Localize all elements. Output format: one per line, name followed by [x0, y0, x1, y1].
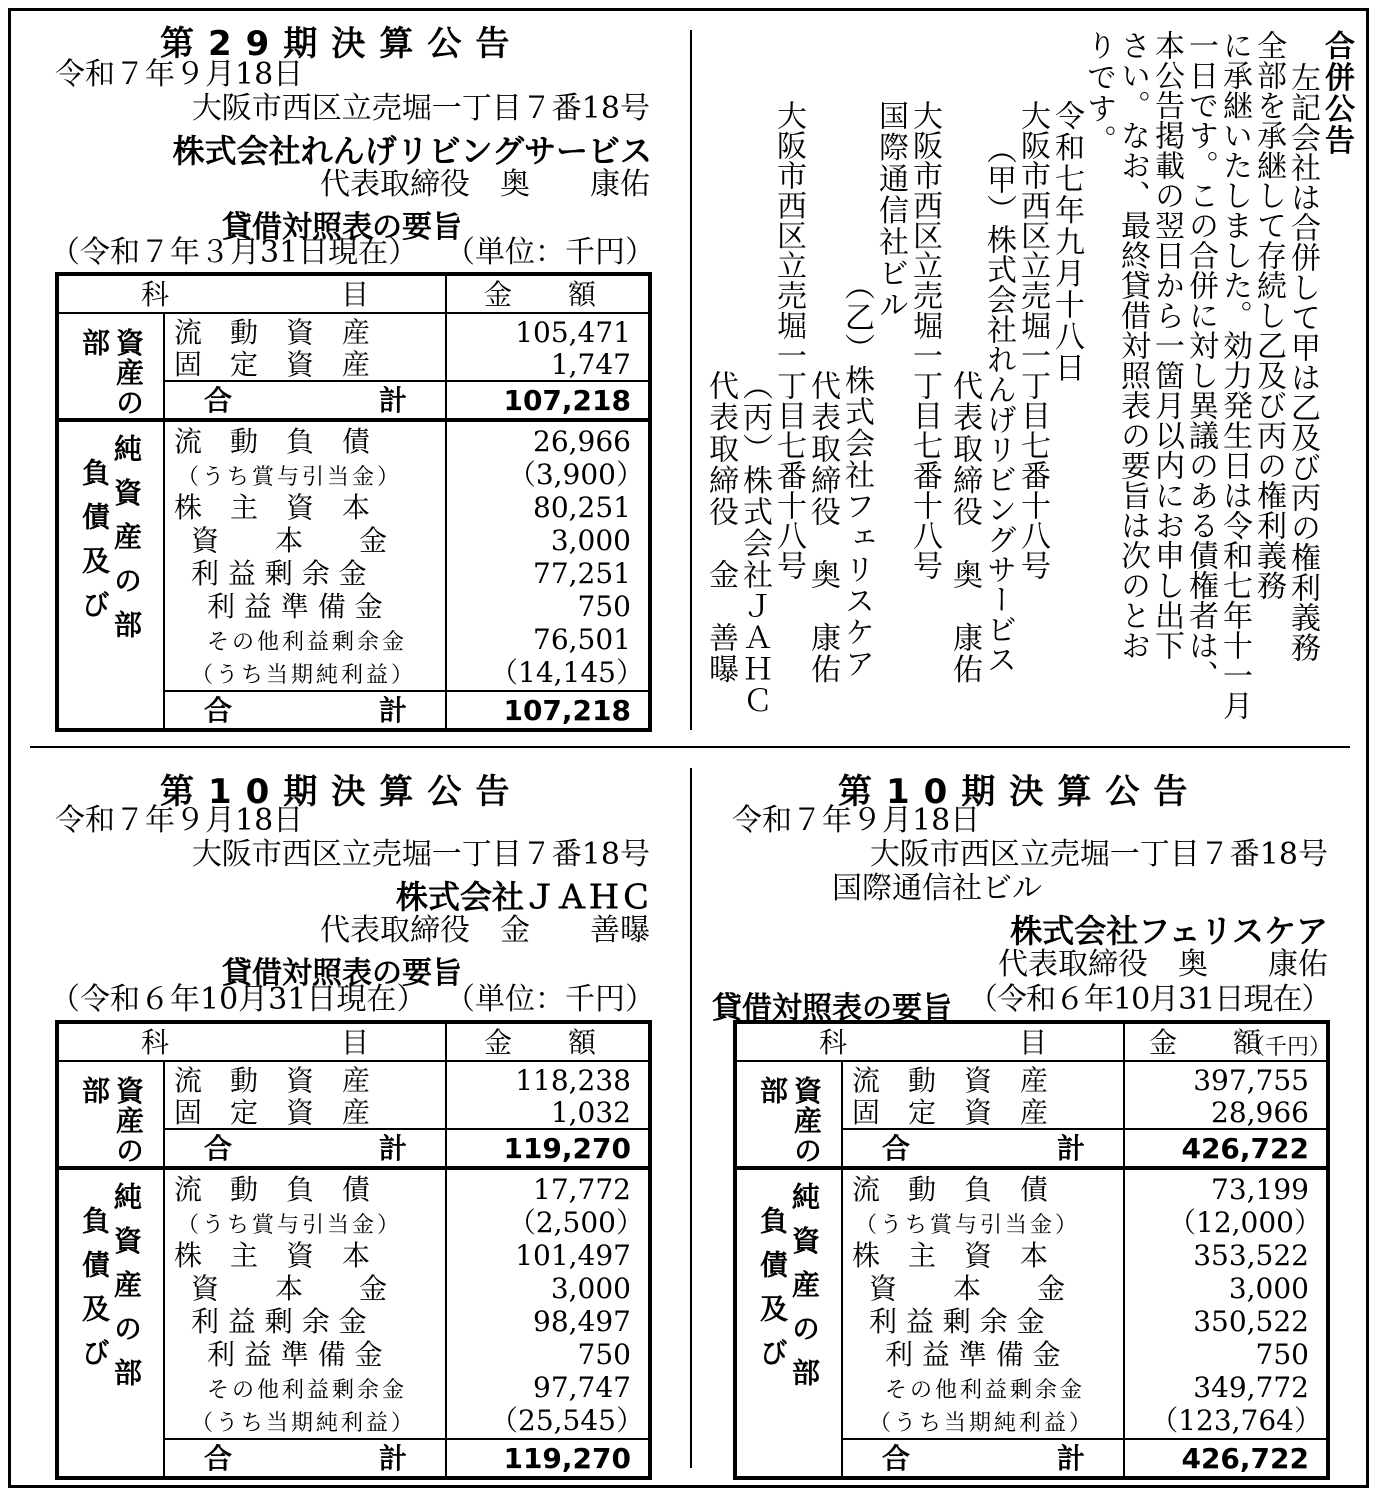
fixed-assets-value: 28,966	[1211, 1096, 1309, 1129]
bonus-value: （12,000）	[1168, 1206, 1322, 1239]
header-item-2: 目	[1019, 1026, 1048, 1059]
equity-label: 株 主 資 本	[174, 491, 371, 524]
legal-reserve-value: 750	[577, 590, 631, 623]
legal-reserve-label: 利 益 準 備 金	[885, 1338, 1061, 1371]
merger-col-7: りです。	[1081, 30, 1116, 156]
liab-section-label-1: 負債及び	[756, 1206, 789, 1382]
company-address: 大阪市西区立売堀一丁目７番18号	[869, 837, 1328, 872]
retained-value: 98,497	[533, 1305, 631, 1338]
capital-label: 資 本 金	[191, 524, 388, 557]
balance-sheet-title: 貸借対照表の要旨	[712, 991, 952, 1026]
merger-company-b: （乙）株式会社フェリスケア	[839, 270, 874, 680]
other-retained-label: その他利益剰余金	[885, 1378, 1086, 1403]
vertical-divider-bottom	[690, 768, 692, 1468]
balance-sheet-table	[733, 1020, 1330, 1480]
fixed-assets-value: 1,747	[550, 348, 631, 381]
representative: 代表取締役 金 善曝	[320, 913, 650, 948]
legal-reserve-value: 750	[1255, 1338, 1309, 1371]
notice-date: 令和７年９月18日	[55, 803, 304, 838]
bonus-value: （2,500）	[507, 1206, 644, 1239]
liab-section-label-2: 純資産の部	[110, 1182, 143, 1402]
merger-date: 令和七年九月十八日	[1049, 100, 1084, 384]
balance-sheet-title: 貸借対照表の要旨	[222, 956, 462, 991]
representative: 代表取締役 奥 康佑	[998, 947, 1328, 982]
retained-label: 利 益 剰 余 金	[191, 1305, 367, 1338]
company-name: 株式会社ＪＡＨＣ	[395, 878, 652, 916]
merger-building-b: 国際通信社ビル	[873, 100, 908, 321]
current-assets-value: 397,755	[1193, 1064, 1309, 1097]
equity-value: 80,251	[533, 491, 631, 524]
merger-title: 合併公告	[1319, 30, 1354, 156]
as-of-date: （令和７年３月31日現在）	[50, 235, 419, 270]
bonus-value: （3,900）	[507, 458, 644, 491]
retained-value: 350,522	[1193, 1305, 1309, 1338]
merger-rep-b: 代表取締役 奥 康佑	[805, 370, 840, 685]
merger-addr-a: 大阪市西区立売堀一丁目七番十八号	[1015, 100, 1050, 580]
liab-total-label-2: 計	[1057, 1442, 1086, 1475]
notice-title: 第10期決算公告	[160, 772, 524, 812]
company-address: 大阪市西区立売堀一丁目７番18号	[191, 837, 650, 872]
current-assets-label: 流 動 資 産	[174, 1064, 371, 1097]
merger-col-3: に承継いたしました。効力発生日は令和七年十一月	[1217, 30, 1252, 720]
notice-title: 第10期決算公告	[838, 772, 1202, 812]
merger-addr-b: 大阪市西区立売堀一丁目七番十八号	[907, 100, 942, 580]
current-liab-value: 73,199	[1211, 1173, 1309, 1206]
fixed-assets-label: 固 定 資 産	[174, 1096, 371, 1129]
company-address: 大阪市西区立売堀一丁目７番18号	[191, 91, 650, 126]
as-of-date: （令和６年10月31日現在）	[50, 982, 427, 1017]
liab-total-label-1: 合	[204, 694, 233, 727]
fixed-assets-label: 固 定 資 産	[852, 1096, 1049, 1129]
notice-date: 令和７年９月18日	[732, 803, 981, 838]
liab-section-label-1: 負債及び	[78, 1206, 111, 1382]
merger-company-c: （丙）株式会社ＪＡＨＣ	[737, 370, 772, 717]
net-income-label: （うち当期純利益）	[191, 663, 417, 688]
liab-section-label-2: 純資産の部	[788, 1182, 821, 1402]
asset-total-value: 119,270	[503, 1132, 631, 1165]
merger-col-5: 本公告掲載の翌日から一箇月以内にお申し出下	[1149, 30, 1184, 660]
current-assets-label: 流 動 資 産	[852, 1064, 1049, 1097]
asset-total-label-1: 合	[204, 1132, 233, 1165]
merger-col-6: さい。なお、最終貸借対照表の要旨は次のとお	[1115, 30, 1150, 660]
liab-total-label-1: 合	[204, 1442, 233, 1475]
net-income-label: （うち当期純利益）	[191, 1411, 417, 1436]
vertical-divider-top	[690, 30, 692, 730]
other-retained-label: その他利益剰余金	[207, 630, 408, 655]
merger-notice	[705, 30, 1353, 730]
header-item-2: 目	[341, 278, 370, 311]
header-amount: 金 額	[484, 278, 597, 311]
equity-label: 株 主 資 本	[174, 1239, 371, 1272]
liab-section-label-1: 負債及び	[78, 458, 111, 634]
asset-total-value: 107,218	[503, 384, 631, 417]
legal-reserve-value: 750	[577, 1338, 631, 1371]
capital-value: 3,000	[1228, 1272, 1309, 1305]
company-building: 国際通信社ビル	[832, 871, 1042, 906]
liab-total-value: 107,218	[503, 694, 631, 727]
merger-rep-a: 代表取締役 奥 康佑	[947, 370, 982, 685]
current-assets-label: 流 動 資 産	[174, 316, 371, 349]
header-item-1: 科	[819, 1026, 848, 1059]
asset-total-label-2: 計	[379, 384, 408, 417]
current-liab-label: 流 動 負 債	[852, 1173, 1049, 1206]
liab-total-label-2: 計	[379, 694, 408, 727]
retained-label: 利 益 剰 余 金	[869, 1305, 1045, 1338]
legal-reserve-label: 利 益 準 備 金	[207, 1338, 383, 1371]
current-liab-value: 26,966	[533, 425, 631, 458]
liab-total-label-1: 合	[882, 1442, 911, 1475]
as-of-date: （令和６年10月31日現在）	[968, 982, 1331, 1017]
asset-total-value: 426,722	[1181, 1132, 1309, 1165]
asset-total-label-1: 合	[882, 1132, 911, 1165]
capital-label: 資 本 金	[191, 1272, 388, 1305]
merger-col-1: 全部を承継して存続し乙及び丙の権利義務	[1251, 30, 1286, 600]
notice-title: 第29期決算公告	[160, 24, 524, 64]
asset-section-label: 資産の部	[78, 328, 145, 418]
liab-section-label-2: 純資産の部	[110, 434, 143, 654]
net-income-value: （123,764）	[1150, 1404, 1322, 1437]
horizontal-divider	[30, 746, 1350, 748]
notice-date: 令和７年９月18日	[55, 57, 304, 92]
current-liab-label: 流 動 負 債	[174, 1173, 371, 1206]
header-item-2: 目	[341, 1026, 370, 1059]
asset-total-label-2: 計	[1057, 1132, 1086, 1165]
net-income-label: （うち当期純利益）	[869, 1411, 1095, 1436]
fixed-assets-label: 固 定 資 産	[174, 348, 371, 381]
other-retained-label: その他利益剰余金	[207, 1378, 408, 1403]
merger-company-a: （甲）株式会社れんげリビングサービス	[981, 134, 1016, 674]
equity-value: 353,522	[1193, 1239, 1309, 1272]
liab-total-value: 426,722	[1181, 1442, 1309, 1475]
asset-section-label: 資産の部	[78, 1076, 145, 1166]
asset-section-label: 資産の部	[756, 1076, 823, 1166]
header-amount: 金 額	[1149, 1026, 1262, 1059]
merger-col-2: 左記会社は合併して甲は乙及び丙の権利義務	[1285, 62, 1320, 662]
header-amount: 金 額	[484, 1026, 597, 1059]
other-retained-value: 76,501	[533, 623, 631, 656]
bonus-label: （うち賞与引当金）	[855, 1213, 1081, 1238]
balance-sheet-table	[55, 272, 652, 732]
merger-col-4: 一日です。この合併に対し異議のある債権者は、	[1183, 30, 1218, 690]
other-retained-value: 97,747	[533, 1371, 631, 1404]
retained-label: 利 益 剰 余 金	[191, 557, 367, 590]
merger-rep-c: 代表取締役 金 善曝	[703, 370, 738, 685]
balance-sheet-table	[55, 1020, 652, 1480]
other-retained-value: 349,772	[1193, 1371, 1309, 1404]
capital-label: 資 本 金	[869, 1272, 1066, 1305]
header-item-1: 科	[141, 278, 170, 311]
capital-value: 3,000	[550, 1272, 631, 1305]
unit-label: （単位：千円）	[445, 235, 655, 270]
retained-value: 77,251	[533, 557, 631, 590]
header-item-1: 科	[141, 1026, 170, 1059]
legal-reserve-label: 利 益 準 備 金	[207, 590, 383, 623]
net-income-value: （14,145）	[490, 656, 644, 689]
company-name: 株式会社フェリスケア	[1010, 912, 1328, 950]
asset-total-label-1: 合	[204, 384, 233, 417]
equity-value: 101,497	[515, 1239, 631, 1272]
company-name: 株式会社れんげリビングサービス	[172, 132, 652, 170]
bonus-label: （うち賞与引当金）	[177, 465, 403, 490]
current-assets-value: 105,471	[515, 316, 631, 349]
liab-total-label-2: 計	[379, 1442, 408, 1475]
current-liab-value: 17,772	[533, 1173, 631, 1206]
equity-label: 株 主 資 本	[852, 1239, 1049, 1272]
liab-total-value: 119,270	[503, 1442, 631, 1475]
net-income-value: （25,545）	[490, 1404, 644, 1437]
capital-value: 3,000	[550, 524, 631, 557]
current-liab-label: 流 動 負 債	[174, 425, 371, 458]
balance-sheet-title: 貸借対照表の要旨	[222, 210, 462, 245]
current-assets-value: 118,238	[515, 1064, 631, 1097]
fixed-assets-value: 1,032	[550, 1096, 631, 1129]
header-unit: （千円）	[1243, 1035, 1332, 1060]
merger-addr-c: 大阪市西区立売堀一丁目七番十八号	[771, 100, 806, 580]
asset-total-label-2: 計	[379, 1132, 408, 1165]
bonus-label: （うち賞与引当金）	[177, 1213, 403, 1238]
unit-label: （単位：千円）	[445, 982, 655, 1017]
representative: 代表取締役 奥 康佑	[320, 167, 650, 202]
